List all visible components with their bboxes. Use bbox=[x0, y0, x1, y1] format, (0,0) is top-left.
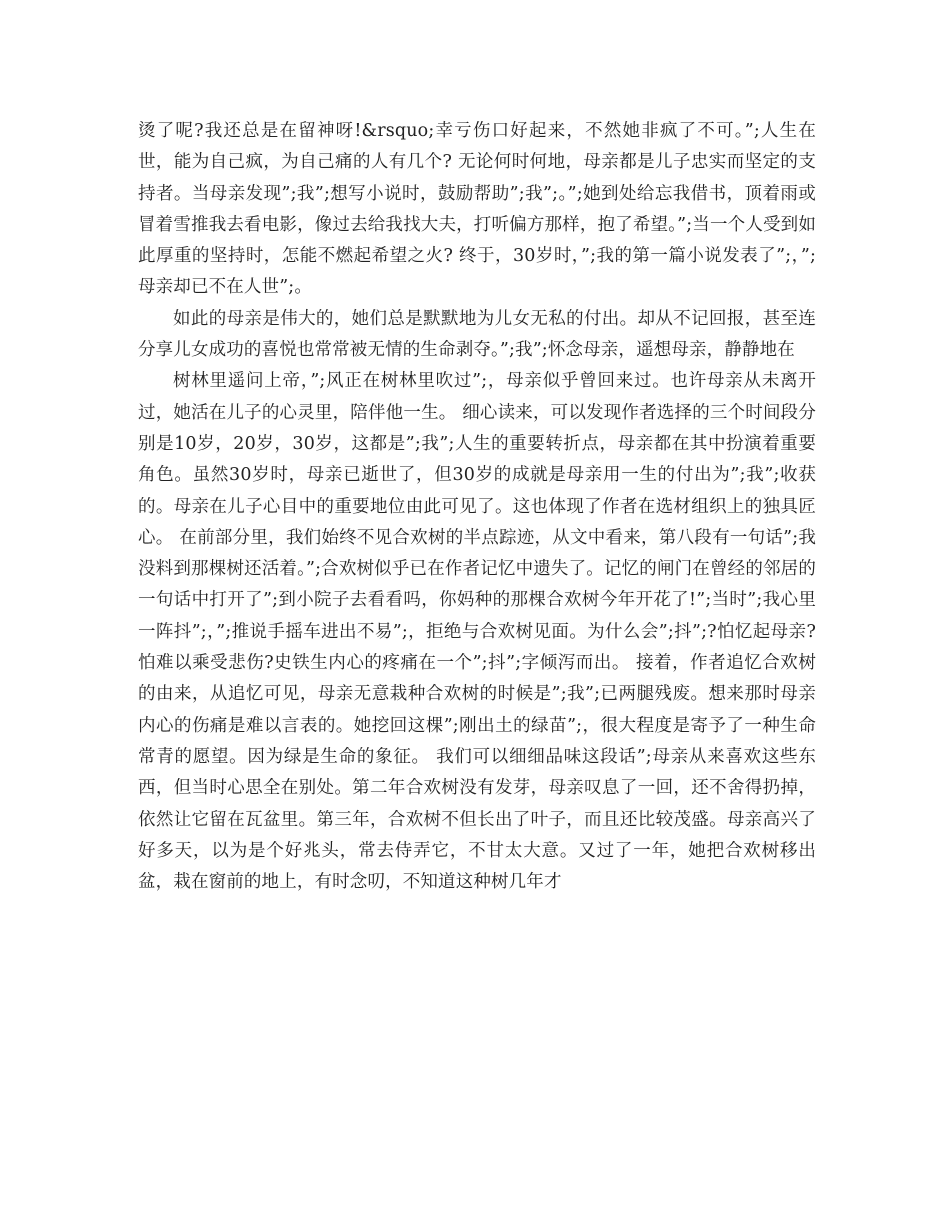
paragraph-2: 如此的母亲是伟大的，她们总是默默地为儿女无私的付出。却从不记回报，甚至连分享儿女成功的喜悦也常常被无情的生命剥夺。”;我”;怀念母亲，遥想母亲，静静地在 bbox=[138, 308, 816, 361]
document-body bbox=[138, 116, 816, 898]
paragraph-3: 树林里遥问上帝，”;风正在树林里吹过”;，母亲似乎曾回来过。也许母亲从未离开过，她活在儿子的心灵里，陪伴他一生。 细心读来，可以发现作者选择的三个时间段分别是10岁，20岁，30岁，这都是”;我”;人生的重要转折点，母亲都在其中扮演着重要角色。虽然30岁时，母亲已逝世了，但30岁的成就是母亲用一生的付出为”;我”;收获的。母亲在儿子心目中的重要地位由此可见了。这也体现了作者在选材组织上的独具匠心。 在前部分里，我们始终不见合欢树的半点踪迹，从文中看来，第八段有一句话”;我没料到那棵树还活着。”;合欢树似乎已在作者记忆中遗失了。记忆的闸门在曾经的邻居的一句话中打开了”;到小院子去看看吗，你妈种的那棵合欢树今年开花了!”;当时”;我心里一阵抖”;，”;推说手摇车进出不易”;，拒绝与合欢树见面。为什么会”;抖”;?怕忆起母亲?怕难以乘受悲伤?史铁生内心的疼痛在一个”;抖”;字倾泻而出。 接着，作者追忆合欢树的由来，从追忆可见，母亲无意栽种合欢树的时候是”;我”;已两腿残废。想来那时母亲内心的伤痛是难以言表的。她挖回这棵”;刚出土的绿苗”;，很大程度是寄予了一种生命常青的愿望。因为绿是生命的象征。 我们可以细细品味这段话”;母亲从来喜欢这些东西，但当时心思全在别处。第二年合欢树没有发芽，母亲叹息了一回，还不舍得扔掉，依然让它留在瓦盆里。第三年，合欢树不但长出了叶子，而且还比较茂盛。母亲高兴了好多天，以为是个好兆头，常去侍弄它，不甘太大意。又过了一年，她把合欢树移出盆，栽在窗前的地上，有时念叨，不知道这种树几年才 bbox=[138, 371, 816, 893]
paragraph-1: 烫了呢?我还总是在留神呀!&rsquo;幸亏伤口好起来，不然她非疯了不可。”;人生在世，能为自己疯，为自己痛的人有几个? 无论何时何地，母亲都是儿子忠实而坚定的支持者。当母亲发现”;我”;想写小说时，鼓励帮助”;我”;。”;她到处给忘我借书，顶着雨或冒着雪推我去看电影，像过去给我找大夫，打听偏方那样，抱了希望。”;当一个人受到如此厚重的坚持时，怎能不燃起希望之火? 终于，30岁时，”;我的第一篇小说发表了”;，”;母亲却已不在人世”;。 bbox=[138, 121, 816, 298]
